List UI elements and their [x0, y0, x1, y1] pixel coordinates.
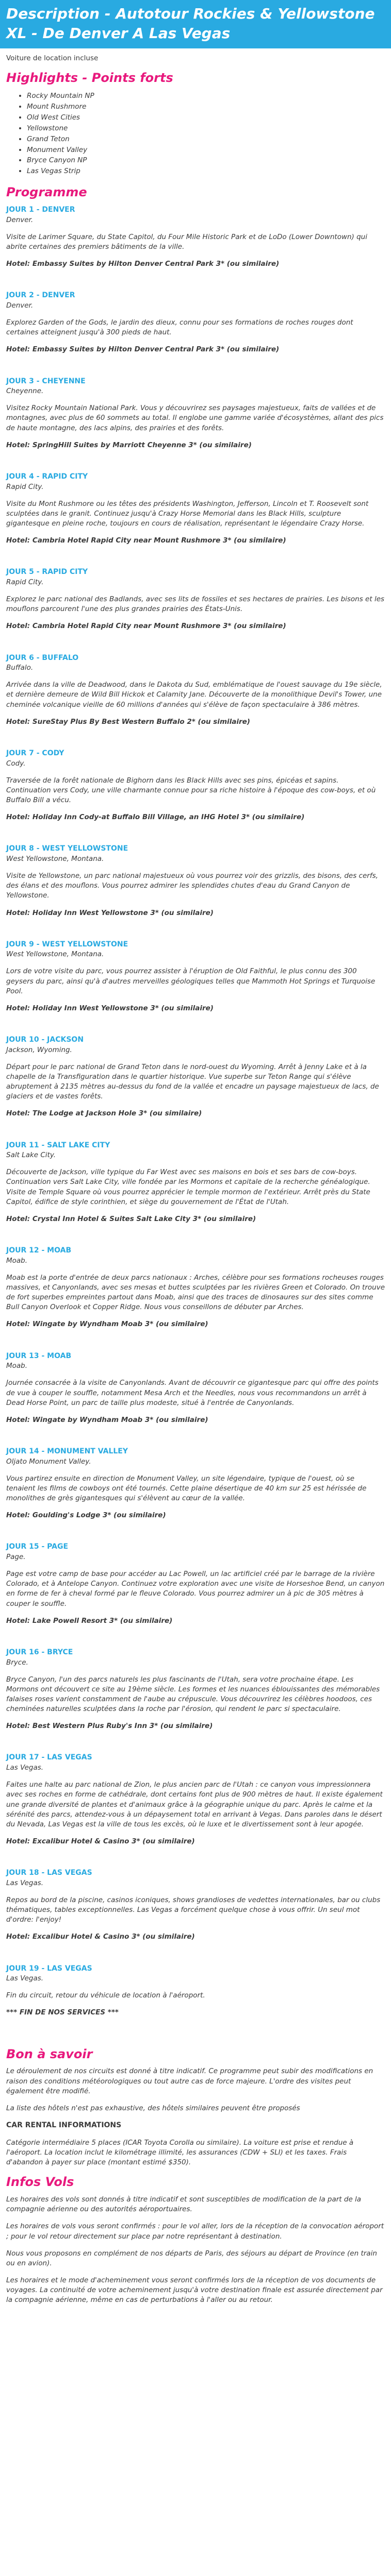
day-place: West Yellowstone, Montana.	[6, 950, 104, 959]
day-title: JOUR 3 - CHEYENNE	[6, 377, 86, 385]
day-block	[6, 1447, 385, 1542]
highlight-item: • Mount Rushmore	[27, 101, 385, 112]
day-place: Denver.	[6, 215, 34, 224]
highlight-item: • Yellowstone	[27, 123, 385, 134]
day-spacer	[6, 737, 385, 749]
day-title: JOUR 9 - WEST YELLOWSTONE	[6, 940, 128, 948]
day-spacer	[6, 2028, 385, 2040]
day-block	[6, 940, 385, 1035]
info-paragraph: Les horaires des vols sont donnés à titre indicatif et sont susceptibles de modification de la part de la compagnie aérienne ou des autorités aéroportuaires.	[6, 2195, 362, 2214]
day-title: JOUR 7 - CODY	[6, 749, 64, 757]
car-rental-text: Catégorie intermédiaire 5 places (ICAR Toyota Corolla ou similaire). La voiture est prise et rendue à l'aéroport. La location inclut le kilométrage illimité, les assurances (CDW + SLI) et les taxes. Frais d'abandon à payer sur place (montant estimé $350).	[6, 2138, 354, 2167]
day-place: Page.	[6, 1552, 26, 1561]
day-place: Bryce.	[6, 1658, 28, 1667]
day-block	[6, 291, 385, 376]
day-place: Las Vegas.	[6, 1974, 44, 1983]
day-description: Explorez Garden of the Gods, le jardin des dieux, connu pour ses formations de roches rouges dont certaines atteignent jusqu'à 300 pieds de haut.	[6, 318, 353, 337]
day-title: JOUR 11 - SALT LAKE CITY	[6, 1141, 110, 1149]
day-spacer	[6, 1953, 385, 1964]
programme-heading: Programme	[6, 185, 87, 200]
day-title: JOUR 10 - JACKSON	[6, 1036, 84, 1044]
day-description: Page est votre camp de base pour accéder au Lac Powell, un lac artificiel créé par le barrage de la rivière Colorado, et à Antelope Canyon. Continuez votre exploration avec une visite de Horseshoe Bend, un canyon en forme de fer à cheval formé par le fleuve Colorado. Vous pourrez admirer un à pic de 305 mètres à couper le souffle.	[6, 1570, 385, 1608]
day-place: Moab.	[6, 1256, 28, 1265]
day-description: Départ pour le parc national de Grand Teton dans le nord-ouest du Wyoming. Arrêt à Jenny Lake et à la chapelle de la Transfiguration dans le quartier historique. Vue superbe sur Teton Range qui s'élève abruptement à 2135 mètres au-dessus du fond de la vallée et encadre un paysage majestueux de lacs, de glaciers et de vastes forêts.	[6, 1062, 379, 1101]
day-hotel: Hotel: Embassy Suites by Hilton Denver Central Park 3* (ou similaire)	[6, 260, 280, 268]
day-block	[6, 1753, 385, 1868]
day-block	[6, 1964, 385, 2040]
day-hotel: Hotel: Embassy Suites by Hilton Denver Central Park 3* (ou similaire)	[6, 345, 280, 354]
day-title: JOUR 6 - BUFFALO	[6, 653, 79, 662]
day-block	[6, 1542, 385, 1648]
page-title: Description - Autotour Rockies & Yellowstone XL - De Denver A Las Vegas	[0, 0, 391, 48]
day-title: JOUR 14 - MONUMENT VALLEY	[6, 1447, 128, 1455]
day-description: Vous partirez ensuite en direction de Monument Valley, un site légendaire, typique de l'ouest, où se tenaient les films de cowboys ont été tournés. Cette plaine désertique de 40 km sur 25 est hérissée de monolithes de grès gigantesques qui s'élèvent au cœur de la vallée.	[6, 1474, 367, 1503]
day-block	[6, 205, 385, 291]
day-title: JOUR 2 - DENVER	[6, 291, 75, 300]
good-to-know-heading: Bon à savoir	[6, 2046, 93, 2061]
highlight-item: • Rocky Mountain NP	[27, 91, 385, 101]
day-title: JOUR 4 - RAPID CITY	[6, 472, 88, 481]
day-hotel: Hotel: Excalibur Hotel & Casino 3* (ou similaire)	[6, 1933, 195, 1941]
day-hotel: Hotel: Crystal Inn Hotel & Suites Salt Lake City 3* (ou similaire)	[6, 1214, 256, 1223]
day-description: Visite du Mont Rushmore ou les têtes des présidents Washington, Jefferson, Lincoln et T. Roosevelt sont sculptées dans le granit. Continuez jusqu'à Crazy Horse Memorial dans les Black Hills, sculpture gigantesque en pleine roche, toujours en cours de réalisation, représentant le légendaire Crazy Horse.	[6, 499, 369, 528]
day-place: Rapid City.	[6, 578, 44, 586]
day-hotel: Hotel: Best Western Plus Ruby's Inn 3* (ou similaire)	[6, 1722, 213, 1731]
day-place: Jackson, Wyoming.	[6, 1045, 72, 1054]
day-hotel: Hotel: Lake Powell Resort 3* (ou similaire)	[6, 1616, 173, 1625]
highlights-heading: Highlights - Points forts	[6, 71, 173, 86]
day-hotel: Hotel: Excalibur Hotel & Casino 3* (ou similaire)	[6, 1837, 195, 1845]
day-place: Buffalo.	[6, 664, 34, 672]
day-title: JOUR 17 - LAS VEGAS	[6, 1753, 92, 1762]
day-spacer	[6, 1435, 385, 1447]
day-block	[6, 377, 385, 472]
highlight-item: • Grand Teton	[27, 134, 385, 145]
day-description: Arrivée dans la ville de Deadwood, dans le Dakota du Sud, emblématique de l'ouest sauvage du 19e siècle, et dernière demeure de Wild Bill Hickok et Calamity Jane. Découverte de la monolithique Devil's Tower, une cheminée volcanique vieille de 60 millions d'années qui s'élève de façon spectaculaire à 386 mètres.	[6, 681, 382, 709]
day-description: Moab est la porte d'entrée de deux parcs nationaux : Arches, célèbre pour ses formations rocheuses rouges massives, et Canyonlands, avec ses mesas et buttes sculptées par les rivières Green et Colorado. On trouve de fort superbes empreintes partout dans Moab, ainsi que des traces de dinosaures sur des sites comme Bull Canyon Overlook et Copper Ridge. Nous vous conseillons de débuter par Arches.	[6, 1273, 385, 1312]
info-paragraph: Les horaires de vols vous seront confirmés : pour le vol aller, lors de la réception de la convocation aéroport ; pour le vol retour directement sur place par notre représentant à destination.	[6, 2222, 384, 2241]
day-spacer	[6, 365, 385, 377]
day-hotel: Hotel: Holiday Inn West Yellowstone 3* (ou similaire)	[6, 1004, 214, 1012]
good-to-know-paragraph: Le déroulement de nos circuits est donné à titre indicatif. Ce programme peut subir des modifications en raison des conditions météorologiques ou tout autre cas de force majeure. L'ordre des visites peut également être modifié.	[6, 2067, 373, 2095]
day-description: Découverte de Jackson, ville typique du Far West avec ses maisons en bois et ses bars de cow-boys. Continuation vers Salt Lake City, ville fondée par les Mormons et capitale de la recherche généalogique. Visite de Temple Square où vous pourrez apprécier le temple mormon de l'extérieur. Arrêt près du State Capitol, édifice de style corinthien, et siège du gouvernement de l'État de l'Utah.	[6, 1168, 370, 1206]
day-title: JOUR 13 - MOAB	[6, 1351, 72, 1360]
day-block	[6, 749, 385, 844]
day-spacer	[6, 928, 385, 940]
day-title: JOUR 12 - MOAB	[6, 1246, 72, 1255]
day-title: JOUR 16 - BRYCE	[6, 1648, 73, 1656]
highlight-item: • Monument Valley	[27, 145, 385, 156]
highlight-item: • Las Vegas Strip	[27, 166, 385, 177]
day-place: Las Vegas.	[6, 1764, 44, 1772]
day-block	[6, 472, 385, 567]
day-place: Cheyenne.	[6, 387, 44, 396]
car-rental-heading: CAR RENTAL INFORMATIONS	[6, 2121, 122, 2129]
day-spacer	[6, 556, 385, 567]
day-hotel: *** FIN DE NOS SERVICES ***	[6, 2008, 119, 2017]
day-hotel: Hotel: Cambria Hotel Rapid City near Mount Rushmore 3* (ou similaire)	[6, 536, 286, 545]
day-place: Oljato Monument Valley.	[6, 1457, 91, 1466]
day-hotel: Hotel: Cambria Hotel Rapid City near Mount Rushmore 3* (ou similaire)	[6, 622, 286, 631]
day-hotel: Hotel: Wingate by Wyndham Moab 3* (ou similaire)	[6, 1320, 208, 1329]
day-block	[6, 1648, 385, 1753]
day-block	[6, 567, 385, 653]
day-title: JOUR 1 - DENVER	[6, 206, 75, 214]
day-spacer	[6, 1024, 385, 1035]
day-place: West Yellowstone, Montana.	[6, 854, 104, 863]
day-spacer	[6, 461, 385, 472]
day-place: Moab.	[6, 1362, 28, 1370]
day-hotel: Hotel: Holiday Inn West Yellowstone 3* (ou similaire)	[6, 908, 214, 917]
day-block	[6, 1035, 385, 1141]
day-description: Visitez Rocky Mountain National Park. Vous y découvrirez ses paysages majestueux, faits de vallées et de montagnes, avec plus de 60 sommets au total. Il englobe une gamme variée d'écosystèmes, allant des pics de haute montagne, des lacs alpins, des prairies et des forêts.	[6, 404, 384, 432]
day-spacer	[6, 1857, 385, 1868]
day-title: JOUR 15 - PAGE	[6, 1543, 69, 1551]
highlight-item: • Old West Cities	[27, 112, 385, 123]
day-block	[6, 844, 385, 939]
day-block	[6, 1246, 385, 1351]
day-description: Traversée de la forêt nationale de Bighorn dans les Black Hills avec ses pins, épicéas et sapins. Continuation vers Cody, une ville charmante connue pour sa riche histoire à l'époque des cow-boys, et où Buffalo Bill a vécu.	[6, 776, 376, 804]
day-description: Faites une halte au parc national de Zion, le plus ancien parc de l'Utah : ce canyon vous impressionnera avec ses roches en forme de cathédrale, dont certains font plus de 900 mètres de haut. Il existe également une grande diversité de plantes et d'animaux grâce à la géographie unique du parc. Après le calme et la sérénité des parcs, attendez-vous à un dépaysement total en arrivant à Vegas. Dans paroles dans le désert du Nevada, Las Vegas est la ville de tous les excès, où le luxe et le divertissement sont à leur apogée.	[6, 1781, 383, 1828]
day-title: JOUR 18 - LAS VEGAS	[6, 1869, 92, 1877]
day-place: Cody.	[6, 759, 26, 768]
day-description: Journée consacrée à la visite de Canyonlands. Avant de découvrir ce gigantesque parc qui offre des points de vue à couper le souffle, notamment Mesa Arch et the Needles, nous vous recommandons un arrêt à Dead Horse Point, un parc de taille plus modeste, situé à l'entrée de Canyonlands.	[6, 1379, 379, 1407]
day-description: Explorez le parc national des Badlands, avec ses lits de fossiles et ses hectares de prairies. Les bisons et les mouflons parcourent l'une des plus grandes prairies des États-Unis.	[6, 595, 385, 614]
day-description: Fin du circuit, retour du véhicule de location à l'aéroport.	[6, 1991, 205, 2000]
content	[0, 54, 391, 2306]
info-heading: Infos Vols	[6, 2175, 74, 2190]
day-hotel: Hotel: Wingate by Wyndham Moab 3* (ou similaire)	[6, 1415, 208, 1424]
info-paragraph: Nous vous proposons en complément de nos départs de Paris, des séjours au départ de Province (en train ou en avion).	[6, 2249, 377, 2267]
day-spacer	[6, 1741, 385, 1753]
day-spacer	[6, 1340, 385, 1351]
intro-text: Voiture de location incluse	[6, 54, 99, 62]
day-block	[6, 1141, 385, 1246]
day-spacer	[6, 1129, 385, 1141]
day-hotel: Hotel: SureStay Plus By Best Western Buffalo 2* (ou similaire)	[6, 717, 250, 726]
day-place: Salt Lake City.	[6, 1151, 56, 1160]
day-spacer	[6, 642, 385, 653]
day-place: Las Vegas.	[6, 1878, 44, 1887]
highlight-item: • Bryce Canyon NP	[27, 155, 385, 166]
day-hotel: Hotel: Goulding's Lodge 3* (ou similaire)	[6, 1511, 166, 1520]
programme-days	[6, 205, 385, 2039]
day-hotel: Hotel: Holiday Inn Cody-at Buffalo Bill Village, an IHG Hotel 3* (ou similaire)	[6, 813, 305, 822]
day-description: Bryce Canyon, l'un des parcs naturels les plus fascinants de l'Utah, sera votre prochaine étape. Les Mormons ont découvert ce site au 19ème siècle. Les formes et les nuances éblouissantes des mémorables falaises roses varient constamment de l'aube au crépuscule. Vous découvrirez les célèbres hoodoos, ces cheminées naturelles sculptées dans la roche par l'érosion, qui rendent le parc si spectaculaire.	[6, 1675, 380, 1714]
day-title: JOUR 19 - LAS VEGAS	[6, 1964, 92, 1973]
day-spacer	[6, 279, 385, 291]
day-block	[6, 1351, 385, 1447]
day-place: Denver.	[6, 301, 34, 310]
day-block	[6, 1868, 385, 1963]
day-title: JOUR 8 - WEST YELLOWSTONE	[6, 844, 128, 853]
day-spacer	[6, 1636, 385, 1648]
info-paragraph: Les horaires et le mode d'acheminement vous seront confirmés lors de la réception de vos documents de voyages. La continuité de votre acheminement jusqu'à votre destination finale est assurée directement par la compagnie aérienne, même en cas de perturbations à l'aller ou au retour.	[6, 2276, 383, 2304]
day-description: Visite de Yellowstone, un parc national majestueux où vous pourrez voir des grizzlis, des bisons, des cerfs, des élans et des mouflons. Vous pourrez admirer les splendides chutes d'eau du Grand Canyon de Yellowstone.	[6, 872, 378, 900]
day-spacer	[6, 1531, 385, 1542]
day-title: JOUR 5 - RAPID CITY	[6, 568, 88, 577]
day-hotel: Hotel: SpringHill Suites by Marriott Cheyenne 3* (ou similaire)	[6, 440, 252, 449]
day-description: Repos au bord de la piscine, casinos iconiques, shows grandioses de vedettes internationales, bar ou clubs thématiques, tables exceptionnelles. Las Vegas a forcément quelque chose à vous offrir. Un seul mot d'ordre: l'enjoy!	[6, 1895, 381, 1924]
day-spacer	[6, 833, 385, 844]
day-place: Rapid City.	[6, 482, 44, 491]
day-description: Visite de Larimer Square, du State Capitol, du Four Mile Historic Park et de LoDo (Lower Downtown) qui abrite certaines des premiers bâtiments de la ville.	[6, 232, 367, 251]
day-hotel: Hotel: The Lodge at Jackson Hole 3* (ou similaire)	[6, 1109, 202, 1118]
day-description: Lors de votre visite du parc, vous pourrez assister à l'éruption de Old Faithful, le plus connu des 300 geysers du parc, ainsi qu'à d'autres merveilles géologiques telles que Mammoth Hot Springs et Turquoise Pool.	[6, 967, 376, 995]
day-spacer	[6, 1234, 385, 1246]
day-block	[6, 653, 385, 749]
good-to-know-paragraph: La liste des hôtels n'est pas exhaustive, des hôtels similaires peuvent être proposés	[6, 2104, 300, 2112]
highlights-list	[6, 91, 385, 177]
